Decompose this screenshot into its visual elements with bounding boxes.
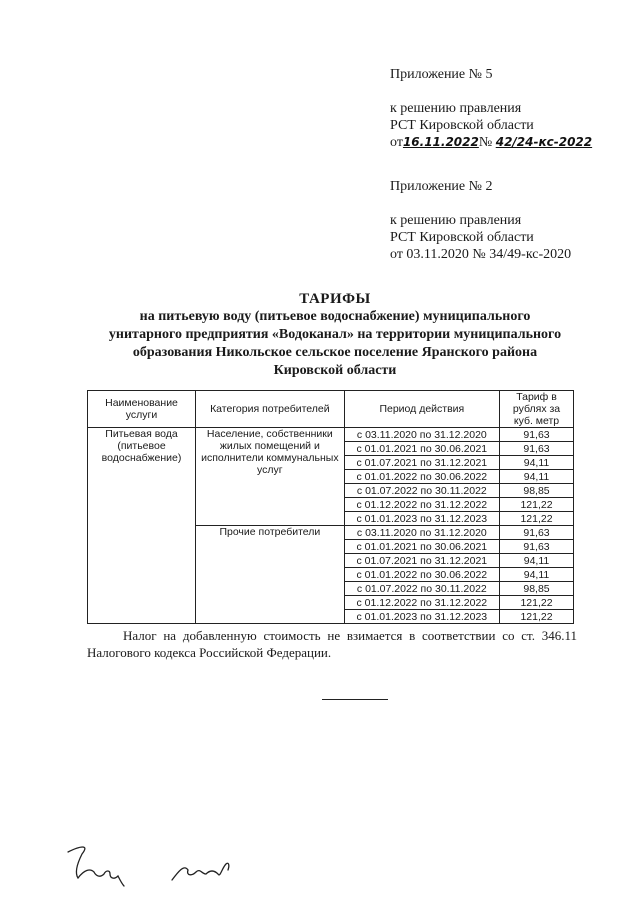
rate-cell: 91,63 <box>500 526 574 540</box>
period-cell: с 01.01.2021 по 30.06.2021 <box>344 540 499 554</box>
appendix-2-authority: РСТ Кировской области <box>390 230 534 245</box>
signature-mark-1 <box>68 847 124 886</box>
rate-cell: 98,85 <box>500 484 574 498</box>
period-cell: с 01.01.2021 по 30.06.2021 <box>344 442 499 456</box>
appendix-5-title: Приложение № 5 <box>390 67 493 82</box>
handwritten-number: 42/24-кс-2022 <box>495 135 593 149</box>
tariff-table <box>87 390 574 624</box>
table-row <box>88 428 574 442</box>
period-cell: с 01.07.2021 по 31.12.2021 <box>344 456 499 470</box>
appendix-5-decision-line: к решению правления <box>390 101 522 116</box>
rate-cell: 98,85 <box>500 582 574 596</box>
appendix-5-from-line <box>390 134 592 151</box>
signature-mark-2 <box>172 863 229 880</box>
rate-cell: 91,63 <box>500 442 574 456</box>
appendix-5-authority: РСТ Кировской области <box>390 118 534 133</box>
period-cell: с 01.01.2022 по 30.06.2022 <box>344 470 499 484</box>
rate-cell: 121,22 <box>500 596 574 610</box>
rate-cell: 91,63 <box>500 540 574 554</box>
appendix-2-header <box>390 178 571 263</box>
period-cell: с 01.01.2023 по 31.12.2023 <box>344 512 499 526</box>
rate-cell: 121,22 <box>500 498 574 512</box>
period-cell: с 01.07.2022 по 30.11.2022 <box>344 484 499 498</box>
handwritten-signatures <box>60 840 260 890</box>
title-line-1: на питьевую воду (питьевое водоснабжение) муниципального <box>139 309 531 324</box>
vat-footnote-text: Налог на добавленную стоимость не взимается в соответствии со ст. 346.11 Налогового кодекса Российской Федерации. <box>87 628 577 660</box>
period-cell: с 01.01.2022 по 30.06.2022 <box>344 568 499 582</box>
rate-cell: 94,11 <box>500 554 574 568</box>
header-rate: Тариф в рублях за куб. метр <box>500 391 574 428</box>
period-cell: с 01.12.2022 по 31.12.2022 <box>344 596 499 610</box>
rate-cell: 94,11 <box>500 470 574 484</box>
period-cell: с 03.11.2020 по 31.12.2020 <box>344 526 499 540</box>
category-population: Население, собственники жилых помещений и исполнители коммунальных услуг <box>196 428 345 526</box>
rate-cell: 94,11 <box>500 568 574 582</box>
appendix-2-from-line: от 03.11.2020 № 34/49-кс-2020 <box>390 247 572 262</box>
end-divider-line <box>322 699 388 700</box>
period-cell: с 01.12.2022 по 31.12.2022 <box>344 498 499 512</box>
appendix-2-title: Приложение № 2 <box>390 179 493 194</box>
header-service: Наименование услуги <box>88 391 196 428</box>
title-main: ТАРИФЫ <box>299 291 371 307</box>
rate-cell: 91,63 <box>500 428 574 442</box>
table-header-row <box>88 391 574 428</box>
period-cell: с 01.07.2021 по 31.12.2021 <box>344 554 499 568</box>
appendix-2-decision-line: к решению правления <box>390 213 522 228</box>
service-name: Питьевая вода (питьевое водоснабжение) <box>88 428 196 624</box>
title-line-4: Кировской области <box>273 363 397 378</box>
period-cell: с 03.11.2020 по 31.12.2020 <box>344 428 499 442</box>
period-cell: с 01.01.2023 по 31.12.2023 <box>344 610 499 624</box>
title-line-2: унитарного предприятия «Водоканал» на территории муниципального <box>108 327 562 342</box>
document-title <box>70 290 600 380</box>
header-category: Категория потребителей <box>196 391 345 428</box>
vat-footnote <box>87 627 577 661</box>
header-period: Период действия <box>344 391 499 428</box>
period-cell: с 01.07.2022 по 30.11.2022 <box>344 582 499 596</box>
rate-cell: 94,11 <box>500 456 574 470</box>
title-line-3: образования Никольское сельское поселение Яранского района <box>132 345 538 360</box>
rate-cell: 121,22 <box>500 512 574 526</box>
handwritten-date: 16.11.2022 <box>402 135 479 149</box>
rate-cell: 121,22 <box>500 610 574 624</box>
appendix-5-header <box>390 66 592 151</box>
category-other: Прочие потребители <box>196 526 345 624</box>
appendix-5-from-prefix: от <box>390 135 403 150</box>
number-sign: № <box>478 135 493 150</box>
